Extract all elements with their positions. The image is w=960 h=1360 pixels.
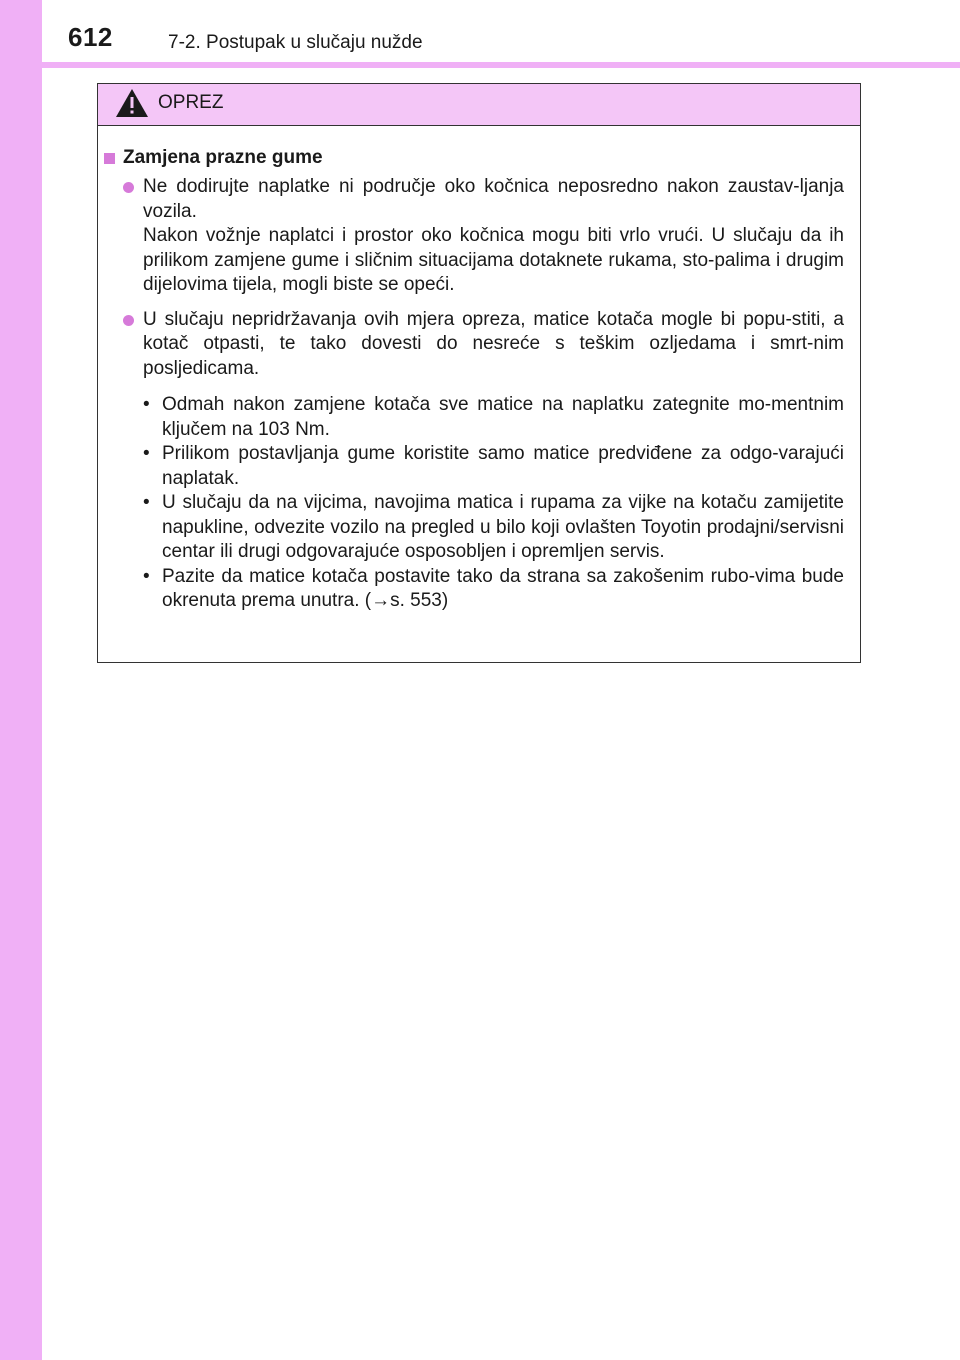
section-title: 7-2. Postupak u slučaju nužde — [168, 32, 423, 53]
sub-list-item: • Prilikom postavljanja gume koristite samo matice predviđene za odgo-varajući naplatak. — [143, 443, 844, 489]
caution-item — [98, 308, 852, 382]
item-paragraph: U slučaju nepridržavanja ovih mjera opreza, matice kotača mogle bi popu-stiti, a kotač otpasti, te tako dovesti do nesreće s teškim ozljedama i smrt-nim posljedicama. — [143, 308, 844, 379]
square-bullet-icon — [104, 153, 115, 164]
sub-list — [98, 393, 852, 614]
bullet-point-icon: • — [143, 443, 150, 464]
dot-bullet-icon — [123, 315, 134, 326]
sub-list-item: • Odmah nakon zamjene kotača sve matice na naplatku zategnite mo-mentnim ključem na 103 Nm. — [143, 394, 844, 440]
item-paragraph: Ne dodirujte naplatke ni područje oko kočnica neposredno nakon zaustav-ljanja vozila. — [143, 176, 844, 222]
caution-body — [98, 126, 860, 614]
caution-header — [98, 84, 860, 126]
bullet-point-icon: • — [143, 394, 150, 415]
caution-box — [97, 83, 861, 663]
caution-label: OPREZ — [158, 92, 224, 113]
subheading-text: Zamjena prazne gume — [123, 147, 323, 168]
caution-subheading — [98, 146, 852, 170]
bullet-point-icon: • — [143, 492, 150, 513]
warning-triangle-icon — [115, 88, 149, 118]
page-number: 612 — [68, 22, 113, 52]
page-reference: Pazite da matice kotača postavite tako da strana sa zakošenim rubo-vima bude okrenuta prema unutra. (→s. 553) — [162, 565, 844, 611]
caution-item — [98, 175, 852, 298]
sub-list-item: • U slučaju da na vijcima, navojima matica i rupama za vijke na kotaču zamijetite napukline, odvezite vozilo na pregled u bilo koji ovlašten Toyotin prodajni/servisni centar ili drugi odgovarajuće osposobljen i opremljen servis. — [143, 492, 844, 562]
side-color-strip — [0, 0, 42, 1360]
dot-bullet-icon — [123, 182, 134, 193]
bullet-point-icon: • — [143, 565, 150, 587]
header-divider — [42, 62, 960, 68]
sub-list-item — [98, 565, 844, 614]
item-paragraph: Nakon vožnje naplatci i prostor oko kočnica mogu biti vrlo vrući. U slučaju da ih prilikom zamjene gume i sličnim situacijama dotaknete rukama, sto-palima i drugim dijelovima tijela, mogli biste se opeći. — [143, 225, 844, 295]
